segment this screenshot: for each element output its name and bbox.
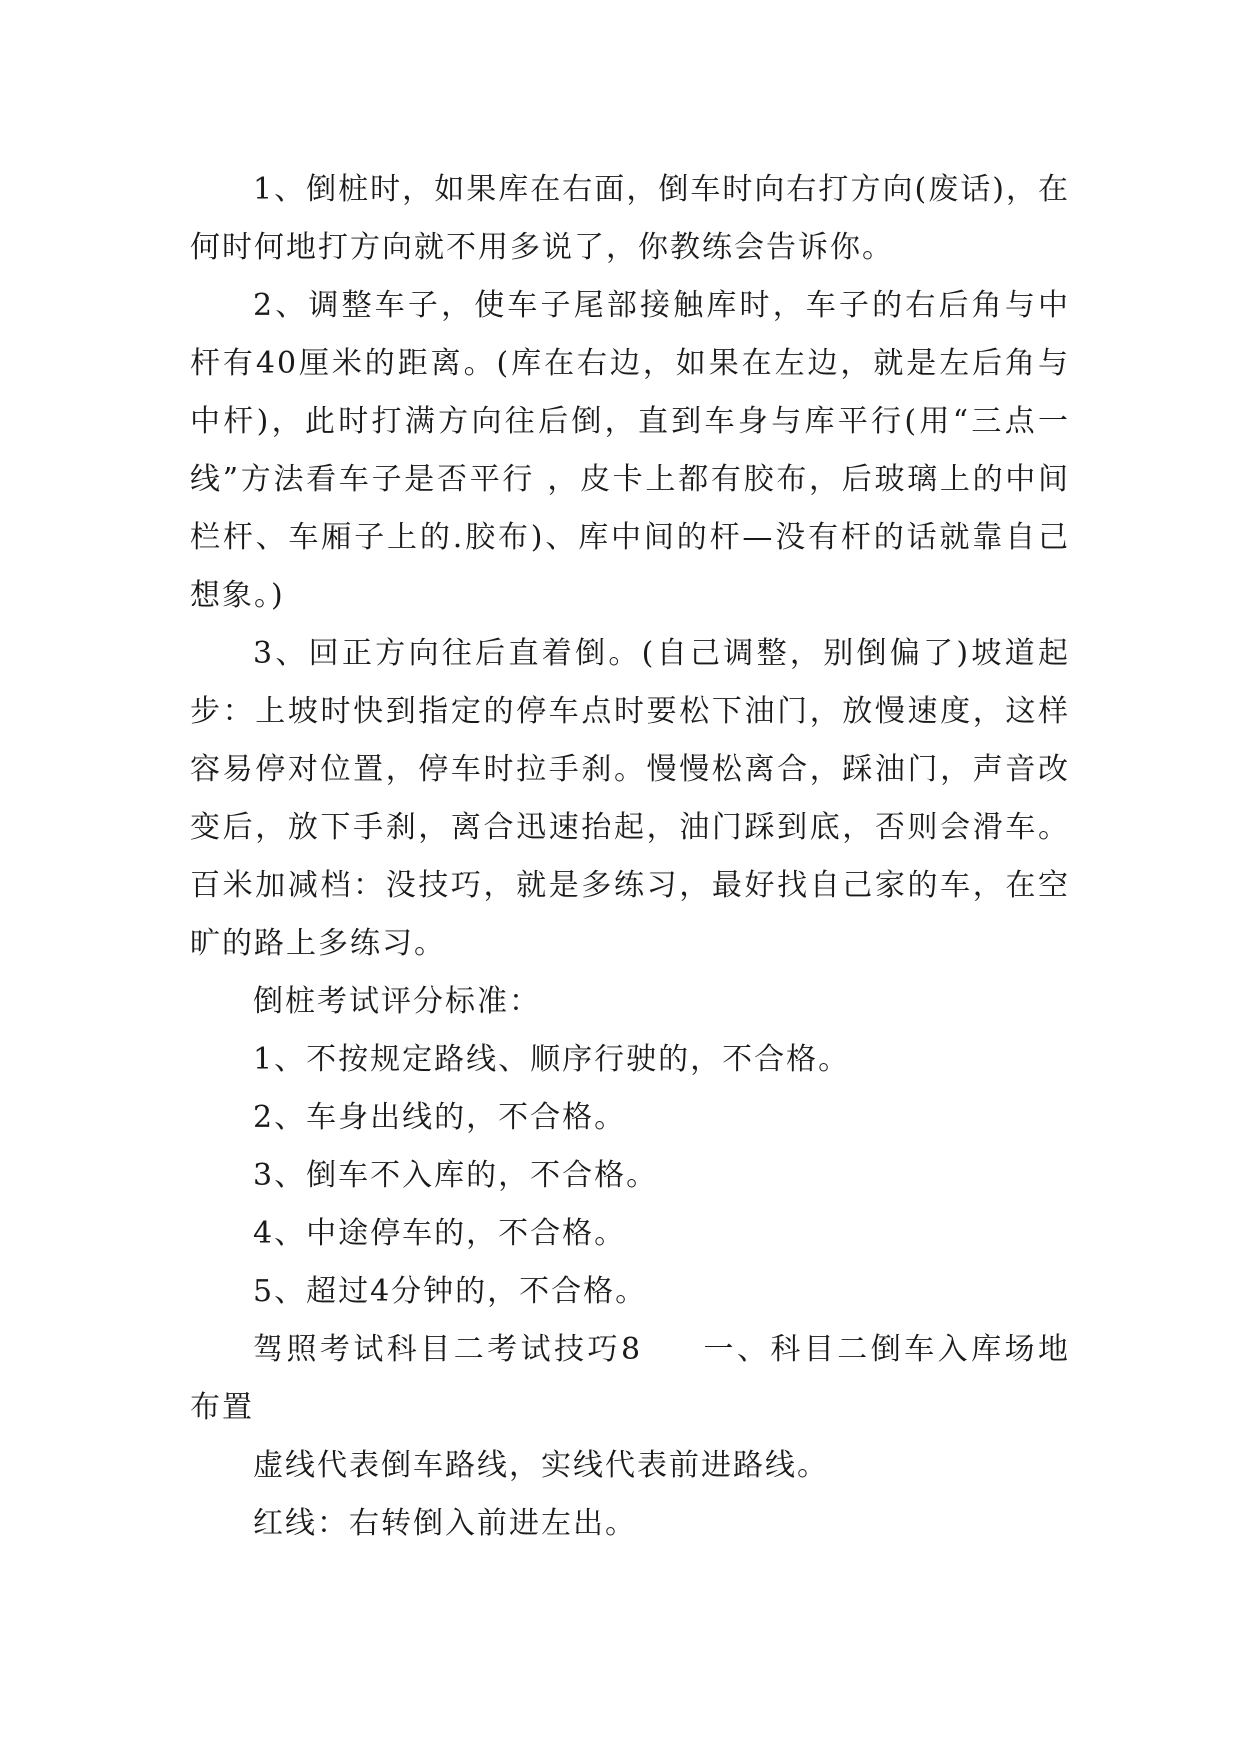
criteria-item-5: 5、超过4分钟的，不合格。 [253, 1274, 648, 1309]
paragraph-reversing-step-2: 2、调整车子，使车子尾部接触库时，车子的右后角与中杆有40厘米的距离。(库在右边，如果在左边，就是左后角与中杆)，此时打满方向往后倒，直到车身与库平行(用“三点一线”方法看车子是否平行 ，皮卡上都有胶布，后玻璃上的中间栏杆、车厢子上的.胶布)、库中间的杆—没有杆的话就靠自己想象。) [190, 288, 1070, 613]
criteria-item-1: 1、不按规定路线、顺序行驶的，不合格。 [253, 1042, 851, 1077]
section-heading [190, 1321, 1070, 1437]
section-title: 驾照考试科目二考试技巧8 [253, 1332, 643, 1367]
section-subtitle: 一、科目二倒车入库场地布置 [190, 1332, 1070, 1425]
paragraph-reversing-step-3: 3、回正方向往后直着倒。(自己调整，别倒偏了)坡道起步：上坡时快到指定的停车点时要松下油门，放慢速度，这样容易停对位置，停车时拉手刹。慢慢松离合，踩油门，声音改变后，放下手刹，离合迅速抬起，油门踩到底，否则会滑车。百米加减档：没技巧，就是多练习，最好找自己家的车，在空旷的路上多练习。 [190, 636, 1070, 961]
paragraph-red-line: 红线：右转倒入前进左出。 [253, 1506, 637, 1541]
criteria-item-2: 2、车身出线的，不合格。 [253, 1100, 627, 1135]
document-body [190, 161, 1070, 1553]
criteria-item-3: 3、倒车不入库的，不合格。 [253, 1158, 659, 1193]
scoring-criteria-heading: 倒桩考试评分标准： [253, 984, 541, 1019]
paragraph-route-legend: 虚线代表倒车路线，实线代表前进路线。 [253, 1448, 829, 1483]
criteria-item-4: 4、中途停车的，不合格。 [253, 1216, 627, 1251]
paragraph-reversing-step-1: 1、倒桩时，如果库在右面，倒车时向右打方向(废话)，在何时何地打方向就不用多说了，你教练会告诉你。 [190, 172, 1070, 265]
